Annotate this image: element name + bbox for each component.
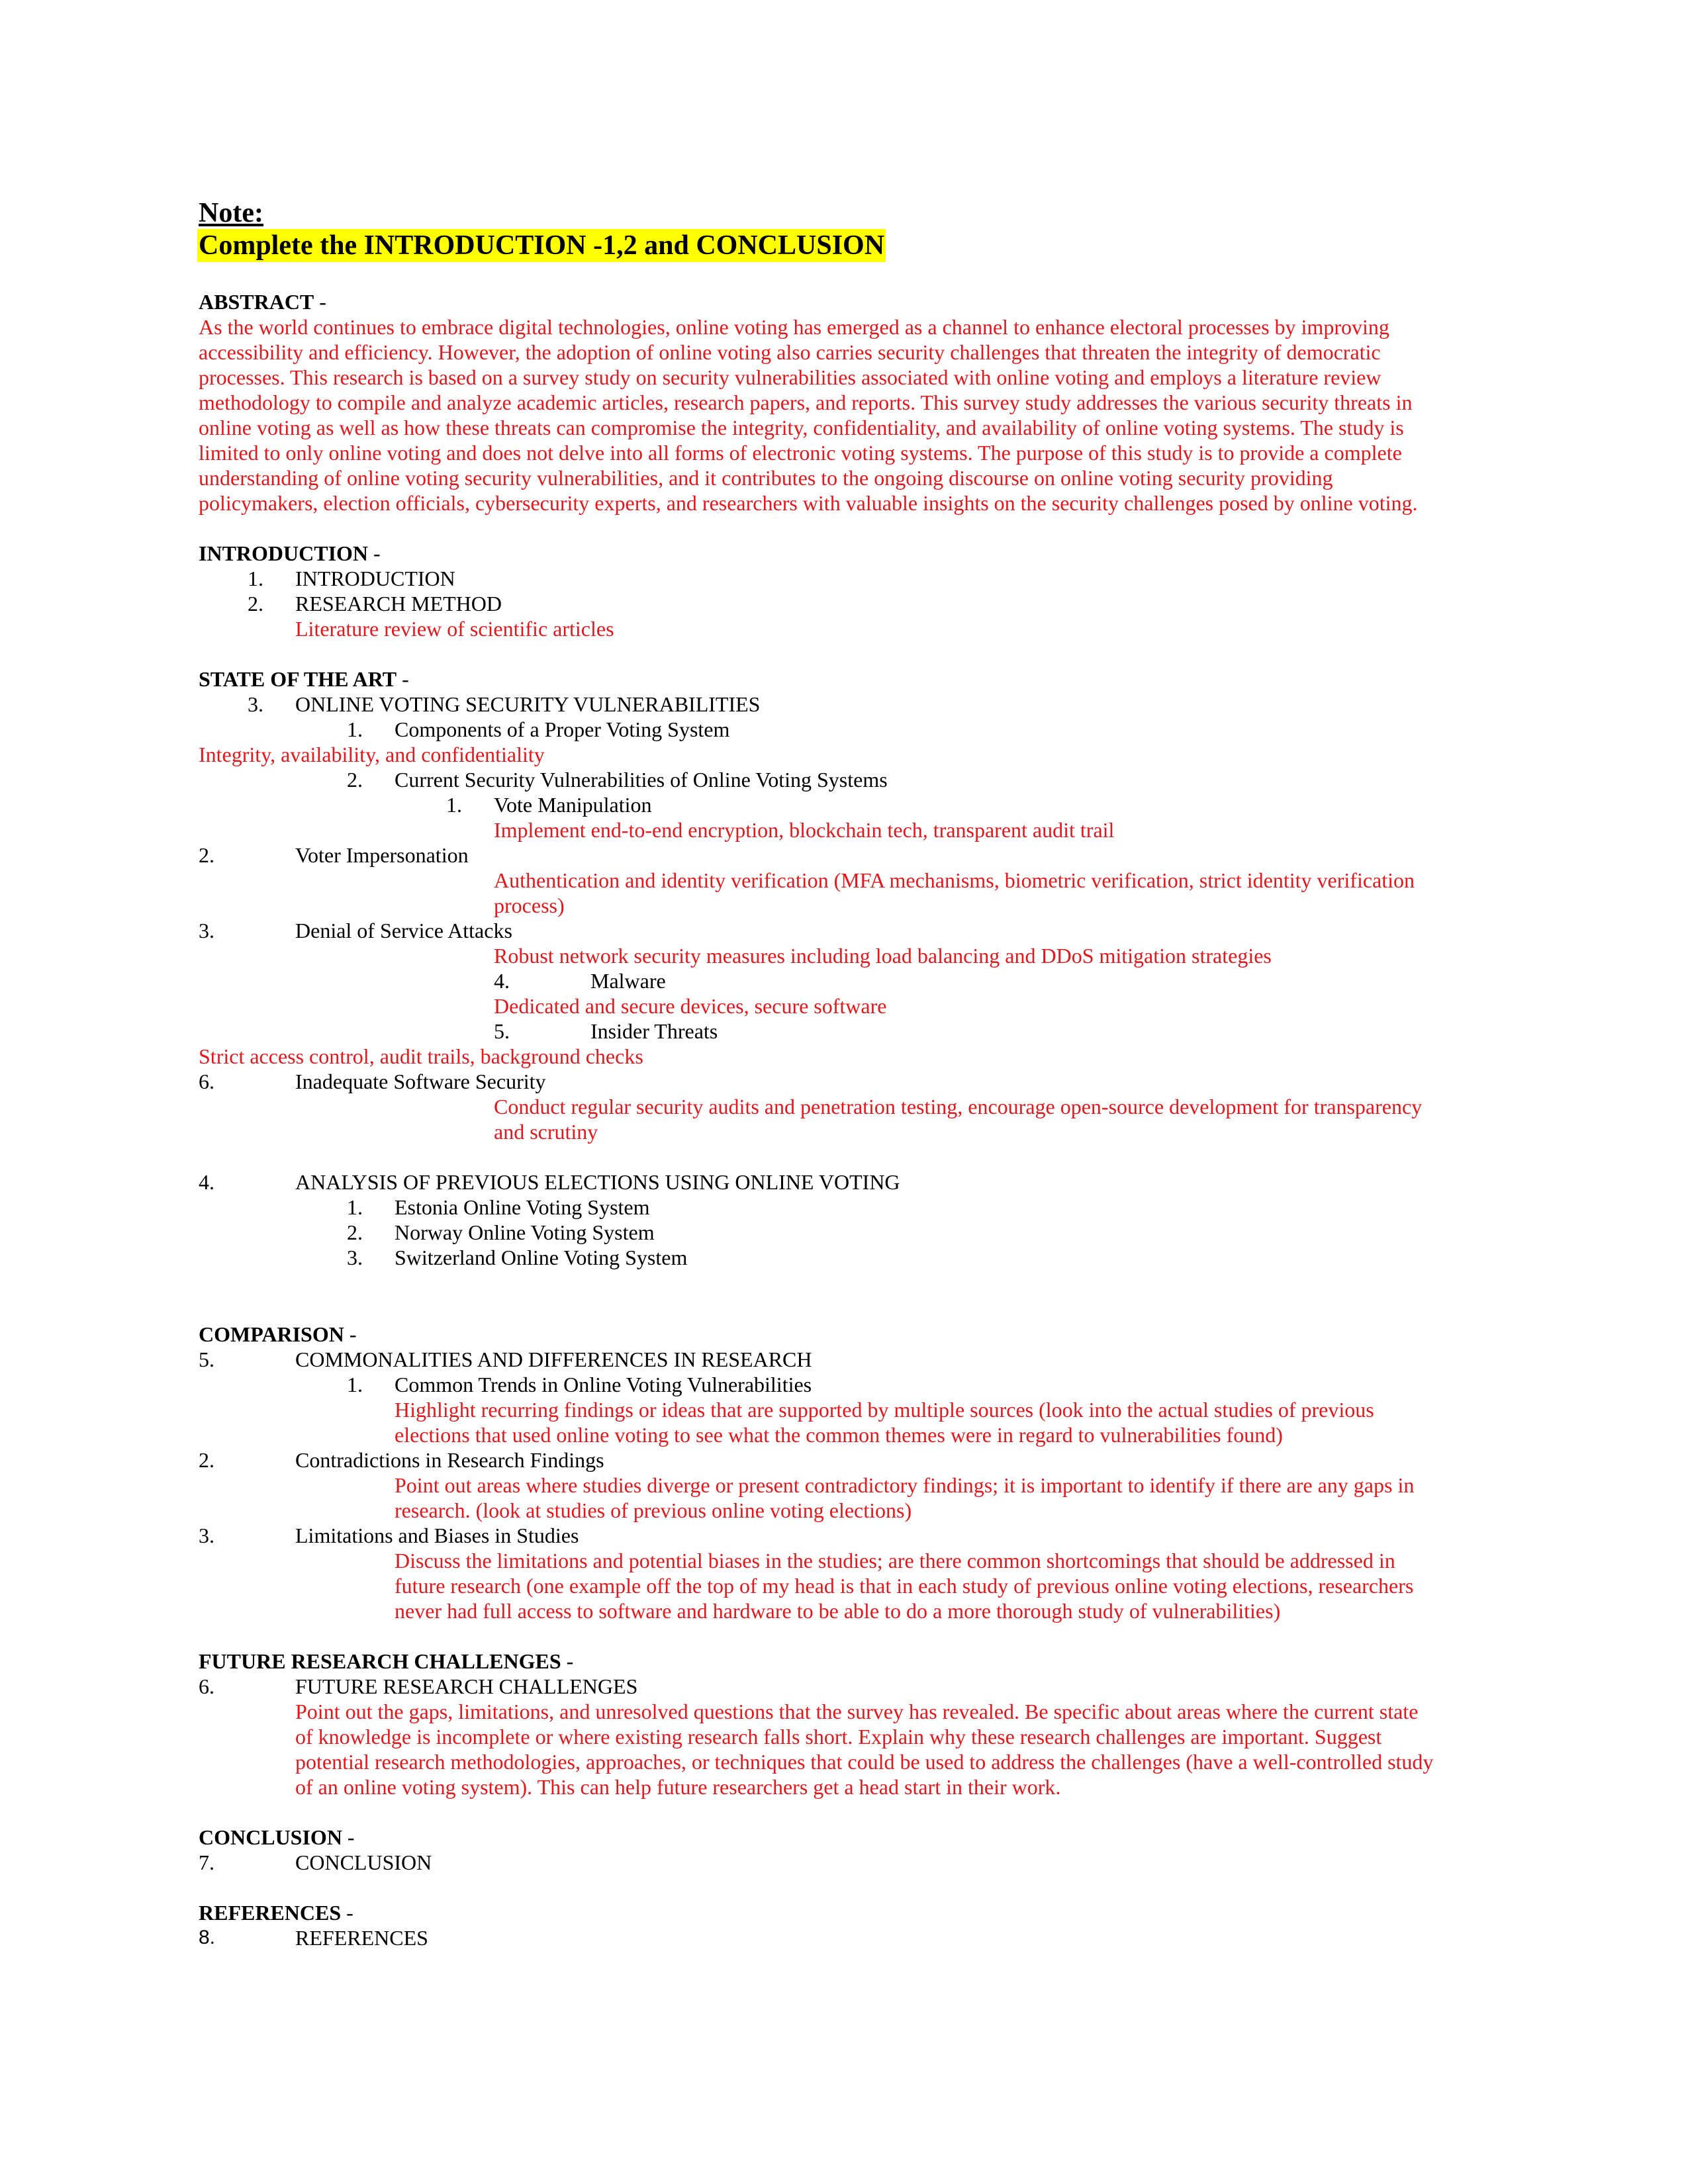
list-number: 2. bbox=[199, 1448, 214, 1472]
abstract-line: policymakers, election officials, cybersecurity experts, and researchers with valuable insights on the security challenges posed by online voting. bbox=[199, 491, 1418, 515]
list-number: 8. bbox=[199, 1927, 216, 1948]
state-of-art-heading: STATE OF THE ART bbox=[199, 667, 397, 691]
section-vulnerabilities: ONLINE VOTING SECURITY VULNERABILITIES bbox=[295, 692, 761, 716]
note-title: Note: bbox=[199, 198, 263, 228]
subsection-components: Components of a Proper Voting System bbox=[395, 717, 730, 741]
abstract-line: limited to only online voting and does not delve into all forms of electronic voting systems. The purpose of this study is to provide a complete bbox=[199, 441, 1402, 465]
software-security-comment: and scrutiny bbox=[494, 1120, 598, 1144]
item-norway: Norway Online Voting System bbox=[395, 1220, 655, 1244]
section-research-method: RESEARCH METHOD bbox=[295, 592, 502, 615]
conclusion-dash: - bbox=[342, 1825, 355, 1849]
list-number: 1. bbox=[347, 717, 363, 741]
list-number: 2. bbox=[248, 592, 263, 615]
contradictions-comment: research. (look at studies of previous online voting elections) bbox=[395, 1498, 912, 1522]
references-dash: - bbox=[341, 1901, 353, 1925]
item-vote-manipulation: Vote Manipulation bbox=[494, 793, 652, 817]
components-comment: Integrity, availability, and confidentiality bbox=[199, 743, 545, 766]
state-of-art-heading-line bbox=[199, 666, 409, 692]
introduction-dash: - bbox=[368, 541, 381, 565]
section-analysis-previous-elections: ANALYSIS OF PREVIOUS ELECTIONS USING ONLINE VOTING bbox=[295, 1170, 900, 1194]
denial-of-service-comment: Robust network security measures including load balancing and DDoS mitigation strategies bbox=[494, 944, 1272, 968]
future-comment: of an online voting system). This can help future researchers get a head start in their work. bbox=[295, 1775, 1061, 1799]
list-number: 4. bbox=[199, 1170, 214, 1194]
future-comment: Point out the gaps, limitations, and unresolved questions that the survey has revealed. Be specific about areas where the current state bbox=[295, 1700, 1419, 1723]
item-denial-of-service: Denial of Service Attacks bbox=[295, 919, 512, 942]
list-number: 6. bbox=[199, 1069, 214, 1093]
abstract-line: As the world continues to embrace digital technologies, online voting has emerged as a channel to enhance electoral processes by improving bbox=[199, 315, 1389, 339]
future-comment: of knowledge is incomplete or where existing research falls short. Explain why these research challenges are important. Suggest bbox=[295, 1725, 1382, 1749]
list-number: 2. bbox=[199, 843, 214, 867]
conclusion-heading: CONCLUSION bbox=[199, 1825, 342, 1849]
state-of-art-dash: - bbox=[397, 667, 409, 691]
item-inadequate-software-security: Inadequate Software Security bbox=[295, 1069, 546, 1093]
list-number: 3. bbox=[248, 692, 263, 716]
note-highlight: Complete the INTRODUCTION -1,2 and CONCLUSION bbox=[199, 230, 885, 261]
list-number: 5. bbox=[199, 1347, 214, 1371]
item-insider-threats: Insider Threats bbox=[590, 1019, 718, 1043]
abstract-line: methodology to compile and analyze academic articles, research papers, and reports. This survey study addresses the various security threats in bbox=[199, 390, 1413, 414]
comparison-heading: COMPARISON bbox=[199, 1322, 344, 1346]
future-comment: potential research methodologies, approaches, or techniques that could be used to address the challenges (have a well-controlled study bbox=[295, 1750, 1434, 1774]
comparison-heading-line bbox=[199, 1322, 357, 1347]
list-number: 1. bbox=[347, 1195, 363, 1219]
contradictions-comment: Point out areas where studies diverge or present contradictory findings; it is important to identify if there are any gaps in bbox=[395, 1473, 1415, 1497]
conclusion-heading-line bbox=[199, 1825, 355, 1850]
vote-manipulation-comment: Implement end-to-end encryption, blockchain tech, transparent audit trail bbox=[494, 818, 1115, 842]
item-estonia: Estonia Online Voting System bbox=[395, 1195, 650, 1219]
comparison-dash: - bbox=[344, 1322, 357, 1346]
subsection-common-trends: Common Trends in Online Voting Vulnerabilities bbox=[395, 1373, 812, 1396]
future-heading-line bbox=[199, 1649, 573, 1674]
list-number: 7. bbox=[199, 1850, 214, 1874]
voter-impersonation-comment: process) bbox=[494, 893, 565, 917]
section-conclusion: CONCLUSION bbox=[295, 1850, 432, 1874]
list-number: 1. bbox=[347, 1373, 363, 1396]
list-number: 1. bbox=[248, 567, 263, 590]
list-number: 2. bbox=[347, 1220, 363, 1244]
list-number: 4. bbox=[494, 969, 510, 993]
abstract-heading: ABSTRACT bbox=[199, 290, 314, 314]
list-number: 1. bbox=[446, 793, 462, 817]
item-switzerland: Switzerland Online Voting System bbox=[395, 1246, 688, 1269]
subsection-limitations: Limitations and Biases in Studies bbox=[295, 1524, 579, 1547]
limitations-comment: never had full access to software and hardware to be able to do a more thorough study of vulnerabilities) bbox=[395, 1599, 1281, 1623]
abstract-line: online voting as well as how these threats can compromise the integrity, confidentiality, and availability of online voting systems. The study is bbox=[199, 416, 1404, 439]
references-heading-line bbox=[199, 1900, 353, 1925]
list-number: 5. bbox=[494, 1019, 510, 1043]
future-dash: - bbox=[561, 1649, 574, 1673]
malware-comment: Dedicated and secure devices, secure software bbox=[494, 994, 887, 1018]
list-number: 3. bbox=[347, 1246, 363, 1269]
section-commonalities: COMMONALITIES AND DIFFERENCES IN RESEARCH bbox=[295, 1347, 812, 1371]
research-method-comment: Literature review of scientific articles bbox=[295, 617, 614, 641]
common-trends-comment: elections that used online voting to see what the common themes were in regard to vulnerabilities found) bbox=[395, 1423, 1283, 1447]
abstract-heading-line bbox=[199, 289, 326, 314]
references-heading: REFERENCES bbox=[199, 1901, 342, 1925]
list-number: 3. bbox=[199, 919, 214, 942]
limitations-comment: Discuss the limitations and potential biases in the studies; are there common shortcomings that should be addressed in bbox=[395, 1549, 1395, 1572]
section-introduction: INTRODUCTION bbox=[295, 567, 455, 590]
voter-impersonation-comment: Authentication and identity verification (MFA mechanisms, biometric verification, strict identity verification bbox=[494, 868, 1415, 892]
insider-threats-comment: Strict access control, audit trails, background checks bbox=[199, 1044, 643, 1068]
introduction-heading-line bbox=[199, 541, 381, 566]
section-future-challenges: FUTURE RESEARCH CHALLENGES bbox=[295, 1674, 638, 1698]
software-security-comment: Conduct regular security audits and penetration testing, encourage open-source development for transparency bbox=[494, 1095, 1423, 1118]
common-trends-comment: Highlight recurring findings or ideas that are supported by multiple sources (look into the actual studies of previous bbox=[395, 1398, 1374, 1422]
abstract-line: accessibility and efficiency. However, the adoption of online voting also carries security challenges that threaten the integrity of democratic bbox=[199, 340, 1381, 364]
abstract-dash: - bbox=[314, 290, 326, 314]
future-heading: FUTURE RESEARCH CHALLENGES bbox=[199, 1649, 561, 1673]
list-number: 2. bbox=[347, 768, 363, 792]
introduction-heading: INTRODUCTION bbox=[199, 541, 369, 565]
item-malware: Malware bbox=[590, 969, 666, 993]
item-voter-impersonation: Voter Impersonation bbox=[295, 843, 469, 867]
list-number: 3. bbox=[199, 1524, 214, 1547]
abstract-line: processes. This research is based on a survey study on security vulnerabilities associated with online voting and employs a literature review bbox=[199, 365, 1382, 389]
list-number: 6. bbox=[199, 1674, 214, 1698]
section-references: REFERENCES bbox=[295, 1926, 428, 1950]
limitations-comment: future research (one example off the top of my head is that in each study of previous online voting elections, researchers bbox=[395, 1574, 1414, 1598]
subsection-current-vulnerabilities: Current Security Vulnerabilities of Online Voting Systems bbox=[395, 768, 888, 792]
subsection-contradictions: Contradictions in Research Findings bbox=[295, 1448, 604, 1472]
abstract-line: understanding of online voting security vulnerabilities, and it contributes to the ongoing discourse on online voting security providing bbox=[199, 466, 1333, 490]
